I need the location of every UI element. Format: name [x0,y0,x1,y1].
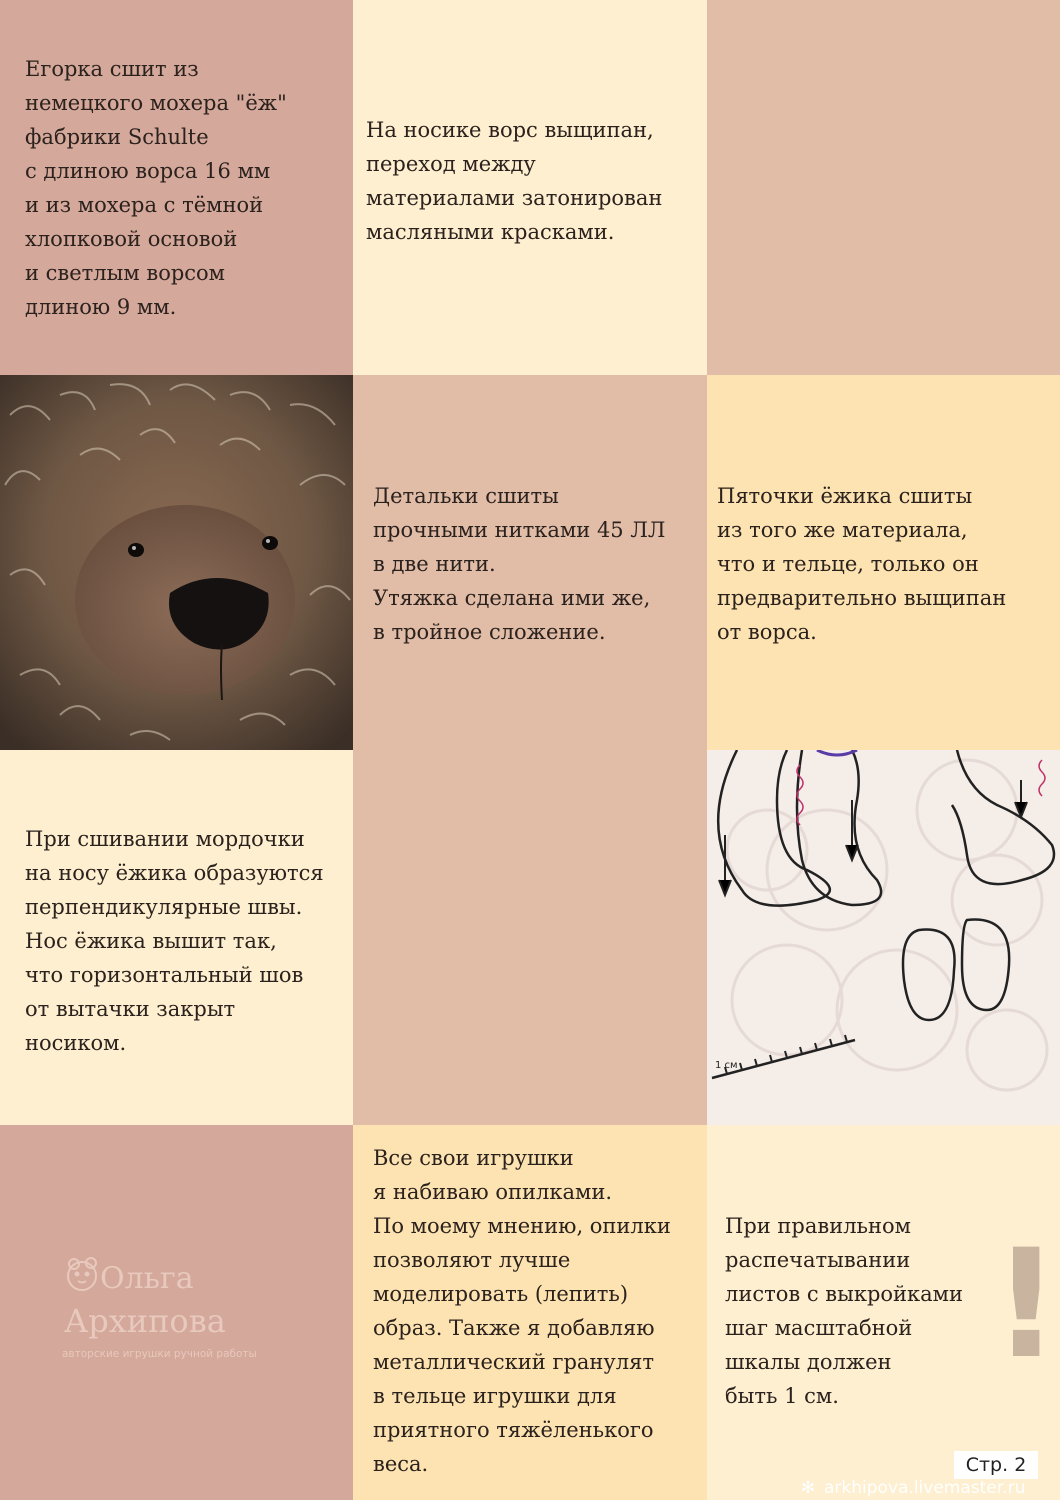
footer-site-text[interactable]: arkhipova.livemaster.ru [824,1478,1026,1498]
logo-line2: Архипова [64,1302,226,1340]
sewing-pattern-image [707,750,1060,1125]
cell-tan-1 [707,0,1060,375]
text-block-muzzle-seams: При сшивании мордочки на носу ёжика образуются перпендикулярные швы. Нос ёжика вышит так, что горизонтальный шов от вытачки закрыт носиком. [25,827,324,1055]
text-block-threads: Детальки сшиты прочными нитками 45 ЛЛ в две нити. Утяжка сделана ими же, в тройное сложение. [373,484,666,644]
scale-label: 1 см [715,1060,738,1071]
logo-image [60,1240,300,1380]
snowflake-icon: ✻ [800,1478,816,1498]
bear-face-image [0,375,353,750]
text-block-scale-note: При правильном распечатывании листов с выкройками шаг масштабной шкалы должен быть 1 см. [725,1214,964,1408]
text-block-heels: Пяточки ёжика сшиты из того же материала, что и тельце, только он предварительно выщипан от ворса. [717,484,1007,644]
exclamation-mark: ! [992,1218,1060,1392]
text-block-nose-fur: На носике ворс выщипан, переход между материалами затонирован масляными красками. [366,118,663,244]
pattern-drawing [707,750,1060,1125]
text-block-stuffing: Все свои игрушки я набиваю опилками. По моему мнению, опилки позволяют лучше моделировать (лепить) образ. Также я добавляю металлический гранулят в тельце игрушки для приятного тяжёленького веса. [373,1146,671,1476]
footer-site [798,1476,1060,1500]
logo-tagline: авторские игрушки ручной работы [62,1348,257,1360]
brand-logo [60,1240,300,1380]
logo-line1: Ольга [100,1261,194,1296]
bear-face-photo [0,375,353,750]
page-number: Стр. 2 [954,1451,1038,1479]
text-block-fabric: Егорка сшит из немецкого мохера "ёж" фабрики Schulte с длиною ворса 16 мм и из мохера с тёмной хлопковой основой и светлым ворсом длиною 9 мм. [25,57,287,319]
